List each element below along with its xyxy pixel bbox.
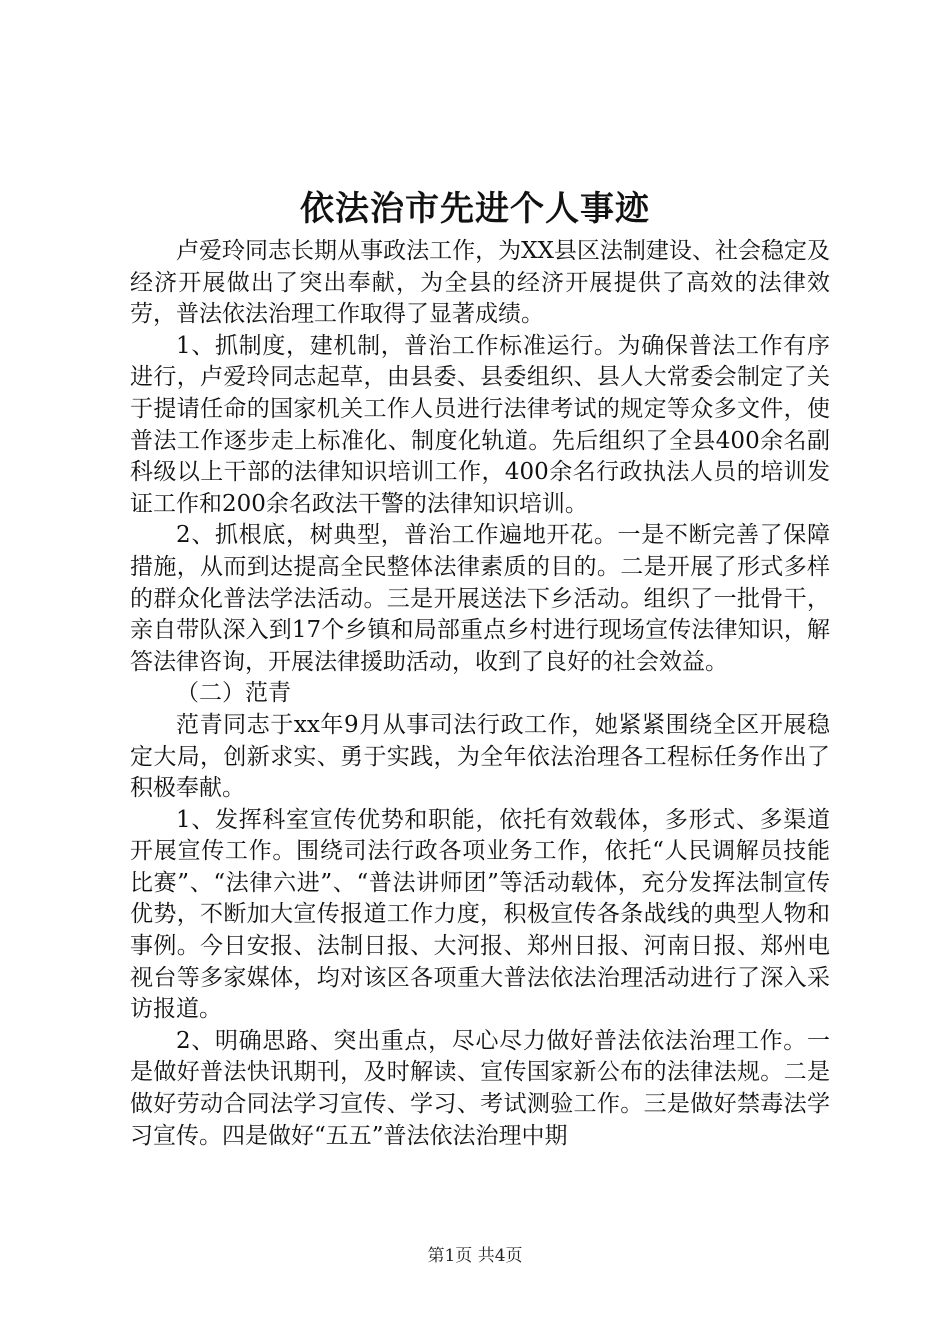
paragraph-fanqing-intro: 范青同志于xx年9月从事司法行政工作，她紧紧围绕全区开展稳定大局，创新求实、勇于实践，为全年依法治理各工程标任务作出了积极奉献。 — [130, 711, 830, 802]
document-body — [130, 236, 830, 1152]
page-number-footer: 第1页 共4页 — [427, 1246, 523, 1266]
document-title: 依法治市先进个人事迹 — [300, 189, 650, 229]
paragraph-item-2: 2、抓根底，树典型，普治工作遍地开花。一是不断完善了保障措施，从而到达提高全民整体法律素质的目的。二是开展了形式多样的群众化普法学法活动。三是开展送法下乡活动。组织了一批骨干，亲自带队深入到17个乡镇和局部重点乡村进行现场宣传法律知识，解答法律咨询，开展法律援助活动，收到了良好的社会效益。 — [130, 522, 830, 675]
paragraph-fanqing-item-1: 1、发挥科室宣传优势和职能，依托有效载体，多形式、多渠道开展宣传工作。围绕司法行政各项业务工作，依托“人民调解员技能比赛”、“法律六进”、“普法讲师团”等活动载体，充分发挥法制宣传优势，不断加大宣传报道工作力度，积极宣传各条战线的典型人物和事例。今日安报、法制日报、大河报、郑州日报、河南日报、郑州电视台等多家媒体，均对该区各项重大普法依法治理活动进行了深入采访报道。 — [130, 806, 830, 1023]
section-heading: （二）范青 — [176, 680, 291, 707]
paragraph-item-1: 1、抓制度，建机制，普治工作标准运行。为确保普法工作有序进行，卢爱玲同志起草，由县委、县委组织、县人大常委会制定了关于提请任命的国家机关工作人员进行法律考试的规定等众多文件，使普法工作逐步走上标准化、制度化轨道。先后组织了全县400余名副科级以上干部的法律知识培训工作，400余名行政执法人员的培训发证工作和200余名政法干警的法律知识培训。 — [130, 332, 830, 517]
paragraph-intro: 卢爱玲同志长期从事政法工作，为XX县区法制建设、社会稳定及经济开展做出了突出奉献，为全县的经济开展提供了高效的法律效劳，普法依法治理工作取得了显著成绩。 — [130, 238, 830, 328]
paragraph-fanqing-item-2: 2、明确思路、突出重点，尽心尽力做好普法依法治理工作。一是做好普法快讯期刊，及时解读、宣传国家新公布的法律法规。二是做好劳动合同法学习宣传、学习、考试测验工作。三是做好禁毒法学习宣传。四是做好“五五”普法依法治理中期 — [130, 1027, 830, 1149]
